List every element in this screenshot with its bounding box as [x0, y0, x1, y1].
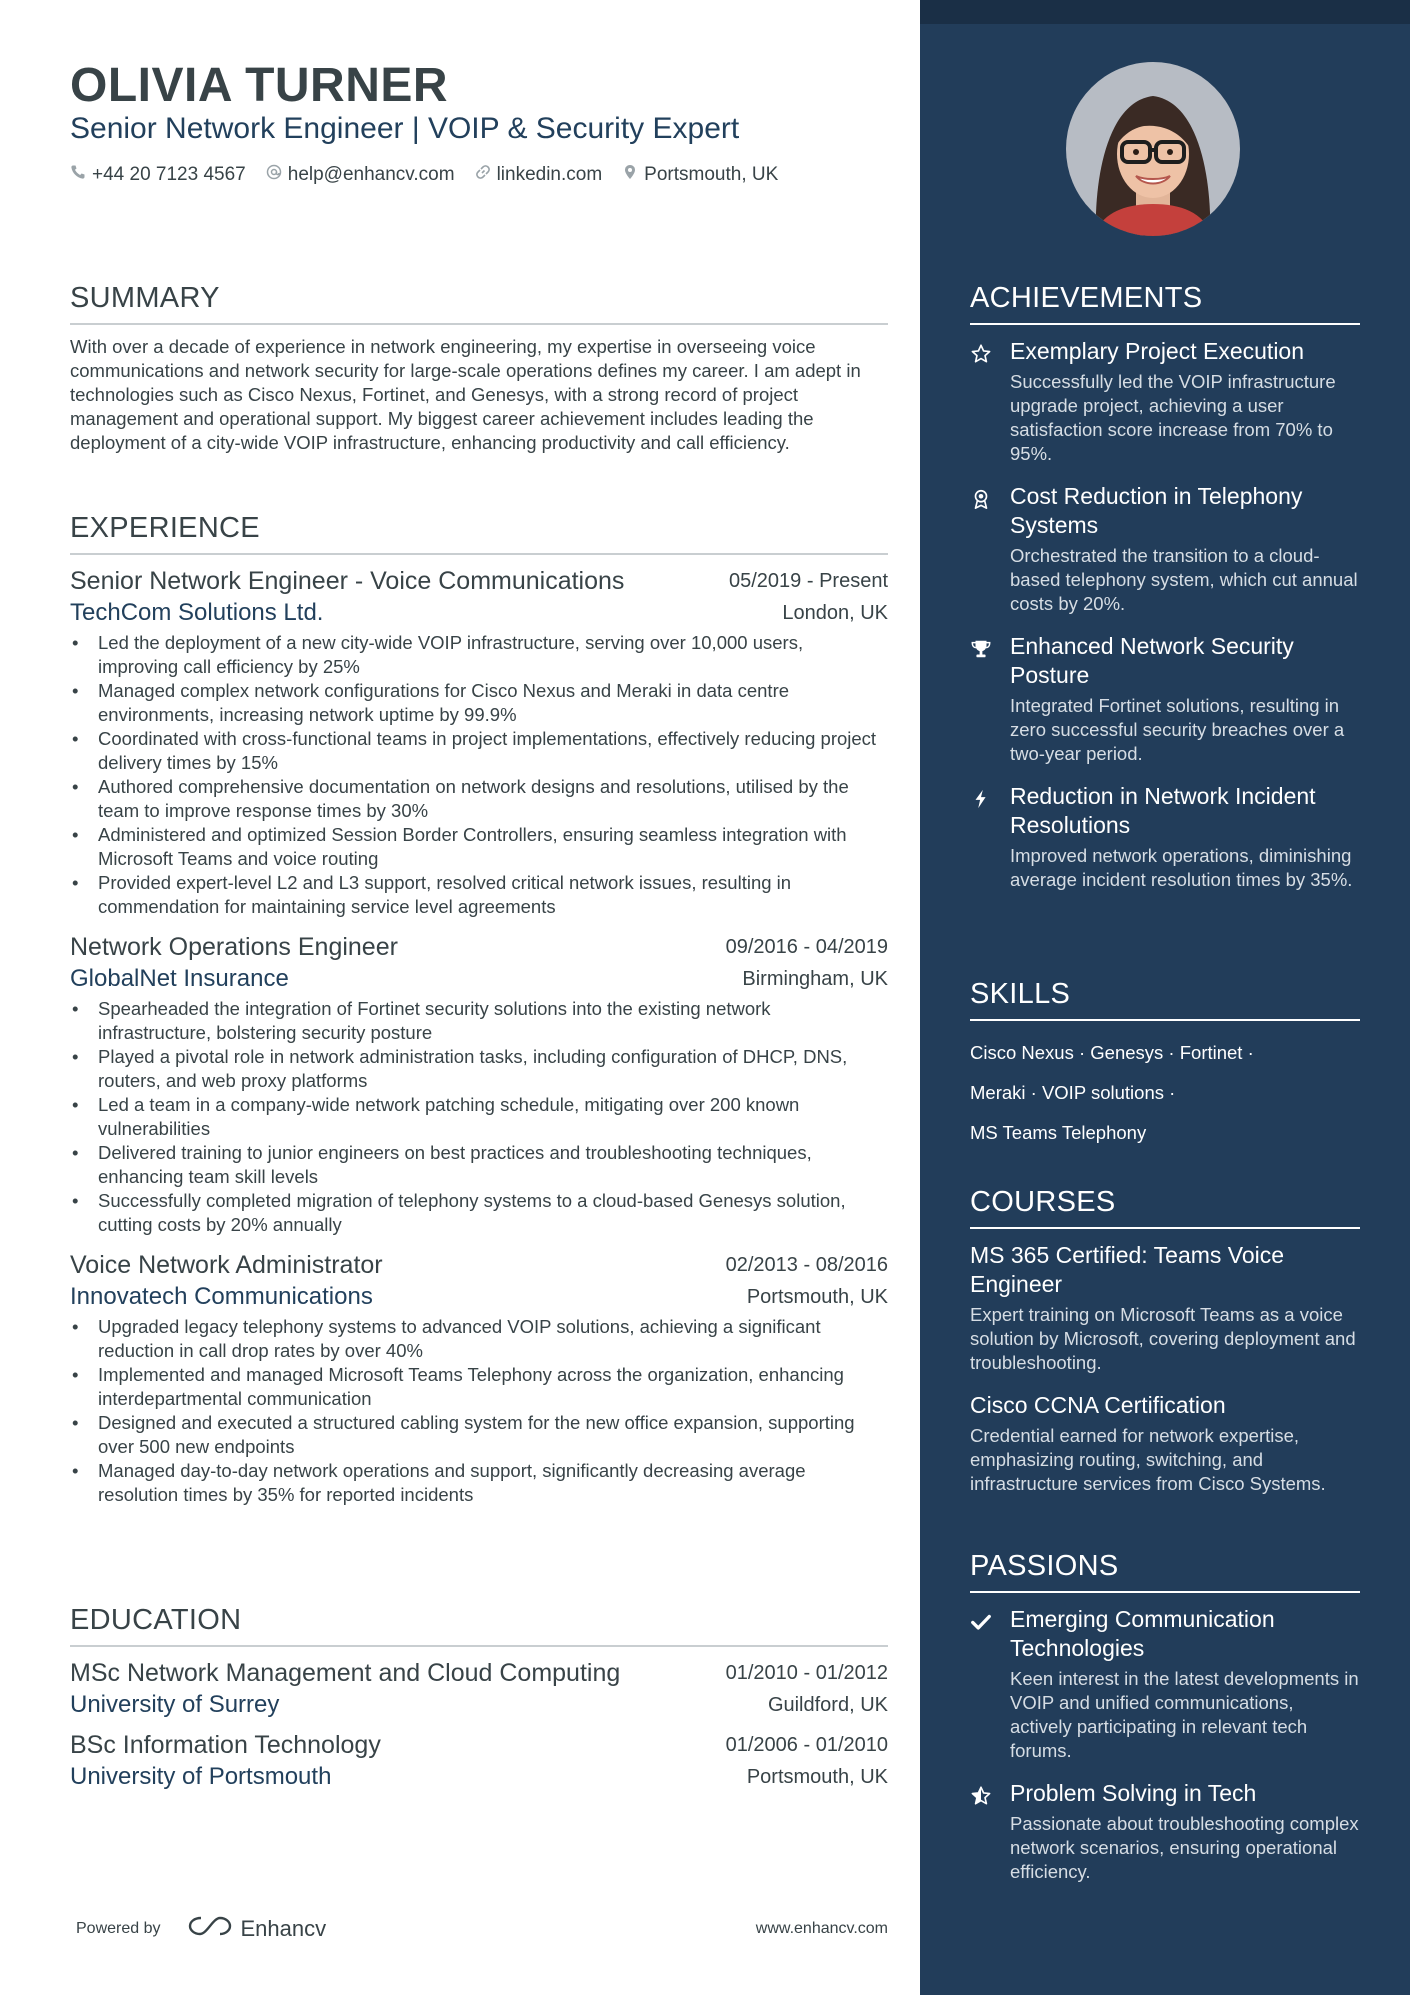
star-half-icon — [970, 1779, 992, 1884]
course-desc: Expert training on Microsoft Teams as a voice solution by Microsoft, covering deployment and troubleshooting. — [970, 1304, 1356, 1373]
passion-title: Problem Solving in Tech — [1010, 1780, 1257, 1806]
passion-desc: Passionate about troubleshooting complex network scenarios, ensuring operational efficiency. — [1010, 1813, 1359, 1882]
check-icon — [970, 1605, 992, 1763]
achievement-item — [970, 632, 1360, 766]
linkedin-text: linkedin.com — [496, 164, 603, 185]
job-company: TechCom Solutions Ltd. — [70, 599, 324, 626]
sidebar-top-strip — [920, 0, 1410, 24]
job-bullet: • Designed and executed a structured cabling system for the new office expansion, supporting over 500 new endpoints — [70, 1411, 888, 1459]
skills-section — [970, 978, 1360, 1153]
job-title: Senior Network Engineer - Voice Communications — [70, 567, 625, 595]
achievements-title: ACHIEVEMENTS — [970, 282, 1360, 325]
degree-title: MSc Network Management and Cloud Computing — [70, 1659, 621, 1687]
footer-website[interactable]: www.enhancv.com — [755, 1920, 888, 1937]
job-bullet: • Coordinated with cross-functional teams in project implementations, effectively reducing project delivery times by 15% — [70, 727, 888, 775]
achievement-desc: Orchestrated the transition to a cloud-based telephony system, which cut annual costs by 20%. — [1010, 545, 1358, 614]
candidate-name: OLIVIA TURNER — [70, 59, 449, 112]
job-location: Birmingham, UK — [742, 968, 888, 990]
job-bullet: • Authored comprehensive documentation on network designs and resolutions, utilised by the team to improve response times by 30% — [70, 775, 888, 823]
contact-linkedin[interactable] — [475, 164, 603, 186]
job-bullets — [70, 997, 888, 1237]
job-bullets — [70, 631, 888, 919]
education-title: EDUCATION — [70, 1604, 888, 1647]
school-name: University of Surrey — [70, 1691, 280, 1718]
award-icon — [970, 482, 992, 616]
job-bullets — [70, 1315, 888, 1507]
course-desc: Credential earned for network expertise, emphasizing routing, switching, and infrastructure services from Cisco Systems. — [970, 1425, 1326, 1494]
achievement-desc: Integrated Fortinet solutions, resulting in zero successful security breaches over a two-year period. — [1010, 695, 1345, 764]
education-section — [70, 1604, 888, 1801]
contact-phone[interactable] — [70, 164, 246, 186]
contact-bar — [70, 164, 778, 186]
passions-title: PASSIONS — [970, 1550, 1360, 1593]
job-date: 02/2013 - 08/2016 — [725, 1254, 888, 1276]
job-entry — [70, 931, 888, 1237]
phone-text: +44 20 7123 4567 — [92, 164, 246, 185]
job-entry — [70, 565, 888, 919]
sidebar — [920, 0, 1410, 1995]
link-icon — [475, 164, 491, 186]
achievement-title: Reduction in Network Incident Resolutions — [1010, 783, 1316, 838]
degree-date: 01/2010 - 01/2012 — [725, 1662, 888, 1684]
contact-location — [622, 164, 778, 186]
phone-icon — [70, 164, 86, 186]
avatar — [1066, 62, 1240, 236]
brand-name: Enhancv — [240, 1916, 327, 1941]
passion-title: Emerging Communication Technologies — [1010, 1606, 1275, 1661]
experience-section — [70, 512, 888, 1519]
at-icon — [266, 164, 282, 186]
job-bullet: • Played a pivotal role in network administration tasks, including configuration of DHCP, DNS, routers, and web proxy platforms — [70, 1045, 888, 1093]
job-bullet: • Upgraded legacy telephony systems to advanced VOIP solutions, achieving a significant reduction in call drop rates by over 40% — [70, 1315, 888, 1363]
job-bullet: • Led the deployment of a new city-wide VOIP infrastructure, serving over 10,000 users, improving call efficiency by 25% — [70, 631, 888, 679]
skills-line: Meraki · VOIP solutions · — [970, 1082, 1176, 1103]
footer — [76, 1914, 888, 1944]
degree-title: BSc Information Technology — [70, 1731, 381, 1759]
education-entry — [70, 1657, 888, 1721]
star-outline-icon — [970, 337, 992, 466]
job-bullet: • Spearheaded the integration of Fortinet security solutions into the existing network infrastructure, bolstering security posture — [70, 997, 888, 1045]
summary-title: SUMMARY — [70, 282, 888, 325]
job-bullet: • Implemented and managed Microsoft Teams Telephony across the organization, enhancing interdepartmental communication — [70, 1363, 888, 1411]
job-bullet: • Provided expert-level L2 and L3 support, resolved critical network issues, resulting in commendation for maintaining service level agreements — [70, 871, 888, 919]
job-title: Voice Network Administrator — [70, 1251, 383, 1279]
achievement-item — [970, 482, 1360, 616]
job-bullet: • Led a team in a company-wide network patching schedule, mitigating over 200 known vulnerabilities — [70, 1093, 888, 1141]
course-title: MS 365 Certified: Teams Voice Engineer — [970, 1242, 1285, 1297]
degree-date: 01/2006 - 01/2010 — [725, 1734, 888, 1756]
avatar-portrait-icon — [1066, 62, 1240, 236]
candidate-subtitle: Senior Network Engineer | VOIP & Security Expert — [70, 112, 740, 145]
achievement-title: Cost Reduction in Telephony Systems — [1010, 483, 1303, 538]
job-company: Innovatech Communications — [70, 1283, 373, 1310]
job-entry — [70, 1249, 888, 1507]
contact-email[interactable] — [266, 164, 455, 186]
job-location: Portsmouth, UK — [746, 1286, 888, 1308]
achievement-desc: Improved network operations, diminishing average incident resolution times by 35%. — [1010, 845, 1353, 890]
summary-section — [70, 282, 888, 455]
skills-line: MS Teams Telephony — [970, 1122, 1147, 1143]
job-company: GlobalNet Insurance — [70, 965, 289, 992]
course-item — [970, 1241, 1360, 1375]
job-bullet: • Managed complex network configurations for Cisco Nexus and Meraki in data centre environments, increasing network uptime by 99.9% — [70, 679, 888, 727]
school-location: Portsmouth, UK — [746, 1766, 888, 1788]
trophy-icon — [970, 632, 992, 766]
job-title: Network Operations Engineer — [70, 933, 398, 961]
job-bullet: • Successfully completed migration of telephony systems to a cloud-based Genesys solution, cutting costs by 20% annually — [70, 1189, 888, 1237]
lightning-icon — [970, 782, 992, 892]
school-location: Guildford, UK — [767, 1694, 888, 1716]
location-pin-icon — [622, 164, 638, 186]
course-title: Cisco CCNA Certification — [970, 1392, 1226, 1418]
achievement-title: Exemplary Project Execution — [1010, 338, 1305, 364]
passion-item — [970, 1605, 1360, 1763]
passion-item — [970, 1779, 1360, 1884]
achievement-desc: Successfully led the VOIP infrastructure upgrade project, achieving a user satisfaction score increase from 70% to 95%. — [1010, 371, 1336, 464]
powered-by — [76, 1914, 326, 1944]
job-bullet: • Administered and optimized Session Border Controllers, ensuring seamless integration with Microsoft Teams and voice routing — [70, 823, 888, 871]
skills-line: Cisco Nexus · Genesys · Fortinet · — [970, 1042, 1254, 1063]
powered-by-label: Powered by — [76, 1920, 161, 1937]
brand-logo[interactable] — [187, 1914, 327, 1944]
course-item — [970, 1391, 1360, 1496]
achievement-title: Enhanced Network Security Posture — [1010, 633, 1294, 688]
courses-title: COURSES — [970, 1186, 1360, 1229]
passions-section — [970, 1550, 1360, 1900]
experience-title: EXPERIENCE — [70, 512, 888, 555]
job-date: 05/2019 - Present — [729, 570, 888, 592]
achievements-section — [970, 282, 1360, 908]
job-location: London, UK — [782, 602, 888, 624]
job-bullet: • Managed day-to-day network operations and support, significantly decreasing average resolution times by 35% for reported incidents — [70, 1459, 888, 1507]
skills-title: SKILLS — [970, 978, 1360, 1021]
education-entry — [70, 1729, 888, 1793]
achievement-item — [970, 782, 1360, 892]
school-name: University of Portsmouth — [70, 1763, 332, 1790]
job-bullet: • Delivered training to junior engineers on best practices and troubleshooting techniques, enhancing team skill levels — [70, 1141, 888, 1189]
location-text: Portsmouth, UK — [644, 164, 779, 185]
enhancv-logo-icon — [187, 1914, 233, 1944]
summary-text: With over a decade of experience in network engineering, my expertise in overseeing voice communications and network security for large-scale operations defines my career. I am adept in technologies such as Cisco Nexus, Fortinet, and Genesys, with a strong record of project management and operational support. My biggest career achievement includes leading the deployment of a city-wide VOIP infrastructure, enhancing productivity and call efficiency. — [70, 336, 861, 453]
courses-section — [970, 1186, 1360, 1512]
job-date: 09/2016 - 04/2019 — [725, 936, 888, 958]
email-text: help@enhancv.com — [287, 164, 455, 185]
passion-desc: Keen interest in the latest developments in VOIP and unified communications, actively participating in relevant tech forums. — [1010, 1668, 1359, 1761]
achievement-item — [970, 337, 1360, 466]
